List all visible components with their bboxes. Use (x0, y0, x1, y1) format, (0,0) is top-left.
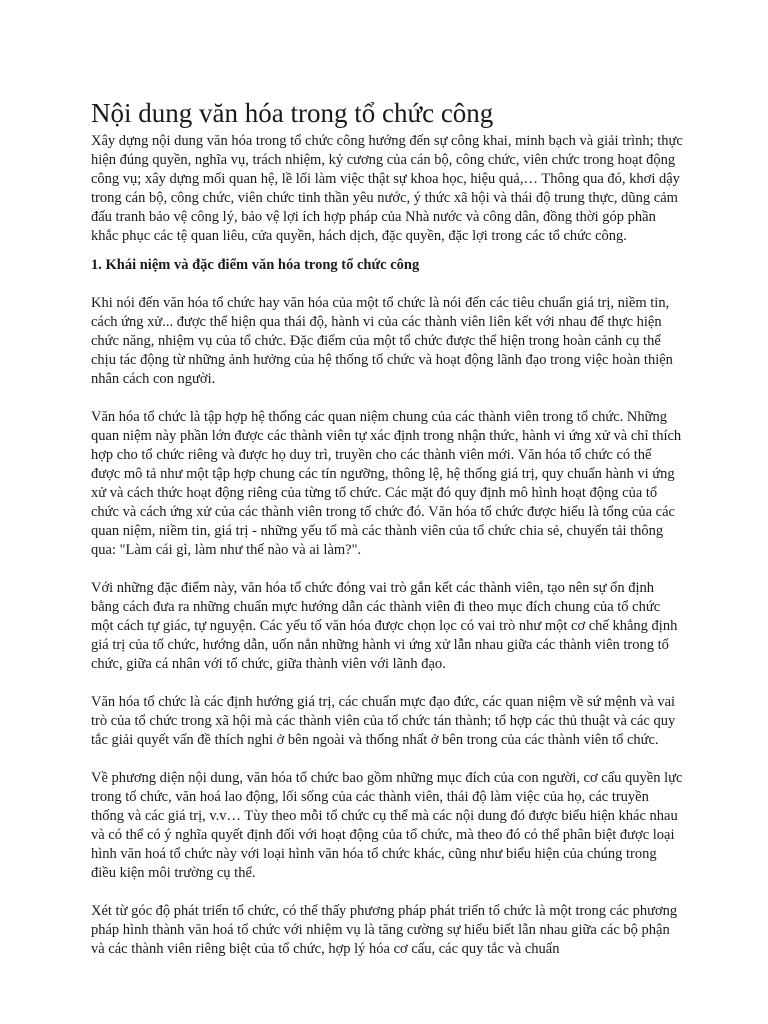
body-paragraph: Xét từ góc độ phát triển tổ chức, có thể thấy phương pháp phát triển tổ chức là một trong các phương pháp hình thành văn hoá tổ chức với nhiệm vụ là tăng cường sự hiểu biết lẫn nhau giữa các bộ phận và các thành viên riêng biệt của tổ chức, hợp lý hóa cơ cấu, các quy tắc và chuẩn (91, 903, 678, 957)
body-paragraph: Văn hóa tổ chức là các định hướng giá trị, các chuẩn mực đạo đức, các quan niệm về sứ mệnh và vai trò của tổ chức trong xã hội mà các thành viên của tổ chức tán thành; tổ hợp các thủ thuật và các quy tắc giải quyết vấn đề thích nghi ở bên ngoài và thống nhất ở bên trong của các thành viên tổ chức. (91, 694, 676, 748)
intro-paragraph: Xây dựng nội dung văn hóa trong tổ chức công hướng đến sự công khai, minh bạch và giải trình; thực hiện đúng quyền, nghĩa vụ, trách nhiệm, kỷ cương của cán bộ, công chức, viên chức trong hoạt động công vụ; xây dựng mối quan hệ, lề lối làm việc thật sự khoa học, hiệu quả,… Thông qua đó, khơi dậy trong cán bộ, công chức, viên chức tinh thần yêu nước, ý thức xã hội và thái độ trung thực, dũng cảm đấu tranh bảo vệ công lý, bảo vệ lợi ích hợp pháp của Nhà nước và công dân, đồng thời góp phần khắc phục các tệ quan liêu, cửa quyền, hách dịch, đặc quyền, đặc lợi trong các tổ chức công. (91, 133, 683, 244)
document-page (91, 96, 683, 978)
section-heading: 1. Khái niệm và đặc điểm văn hóa trong tổ chức công (91, 257, 420, 273)
body-paragraph: Về phương diện nội dung, văn hóa tổ chức bao gồm những mục đích của con người, cơ cấu quyền lực trong tổ chức, văn hoá lao động, lối sống của các thành viên, thái độ làm việc của họ, các truyền thống và các giá trị, v.v… Tùy theo mỗi tổ chức cụ thể mà các nội dung đó được biểu hiện khác nhau và có thể có ý nghĩa quyết định đối với hoạt động của tổ chức, mà theo đó có thể phân biệt được loại hình văn hoá tổ chức này với loại hình văn hóa tổ chức khác, cũng như biểu hiện của chúng trong điều kiện môi trường cụ thể. (91, 770, 683, 881)
body-paragraph: Văn hóa tổ chức là tập hợp hệ thống các quan niệm chung của các thành viên trong tổ chức. Những quan niệm này phần lớn được các thành viên tự xác định trong nhận thức, hành vi ứng xử và chỉ thích hợp cho tổ chức riêng và được họ duy trì, truyền cho các thành viên mới. Văn hóa tổ chức có thể được mô tả như một tập hợp chung các tín ngưỡng, thông lệ, hệ thống giá trị, quy chuẩn hành vi ứng xử và cách thức hoạt động riêng của từng tổ chức. Các mặt đó quy định mô hình hoạt động của tổ chức và cách ứng xử của các thành viên trong tổ chức đó. Văn hóa tổ chức được hiểu là tổng của các quan niệm, niềm tin, giá trị - những yếu tố mà các thành viên của tổ chức chia sẻ, chuyển tải thông qua: "Làm cái gì, làm như thế nào và ai làm?". (91, 409, 682, 558)
body-paragraph: Với những đặc điểm này, văn hóa tổ chức đóng vai trò gắn kết các thành viên, tạo nên sự ổn định bằng cách đưa ra những chuẩn mực hướng dẫn các thành viên đi theo mục đích chung của tổ chức một cách tự giác, tự nguyện. Các yếu tố văn hóa được chọn lọc có vai trò như một cơ chế khẳng định giá trị của tổ chức, hướng dẫn, uốn nắn những hành vi ứng xử lẫn nhau giữa các thành viên trong tổ chức, giữa cá nhân với tổ chức, giữa thành viên với lãnh đạo. (91, 580, 678, 672)
document-title: Nội dung văn hóa trong tổ chức công (91, 98, 494, 128)
body-paragraph: Khi nói đến văn hóa tổ chức hay văn hóa của một tổ chức là nói đến các tiêu chuẩn giá trị, niềm tin, cách ứng xử... được thể hiện qua thái độ, hành vi của các thành viên liên kết với nhau để thực hiện chức năng, nhiệm vụ của tổ chức. Đặc điểm của một tổ chức được thể hiện trong hoàn cảnh cụ thể chịu tác động từ những ảnh hưởng của hệ thống tổ chức và hoạt động lãnh đạo trong việc hoàn thiện nhân cách con người. (91, 295, 673, 387)
